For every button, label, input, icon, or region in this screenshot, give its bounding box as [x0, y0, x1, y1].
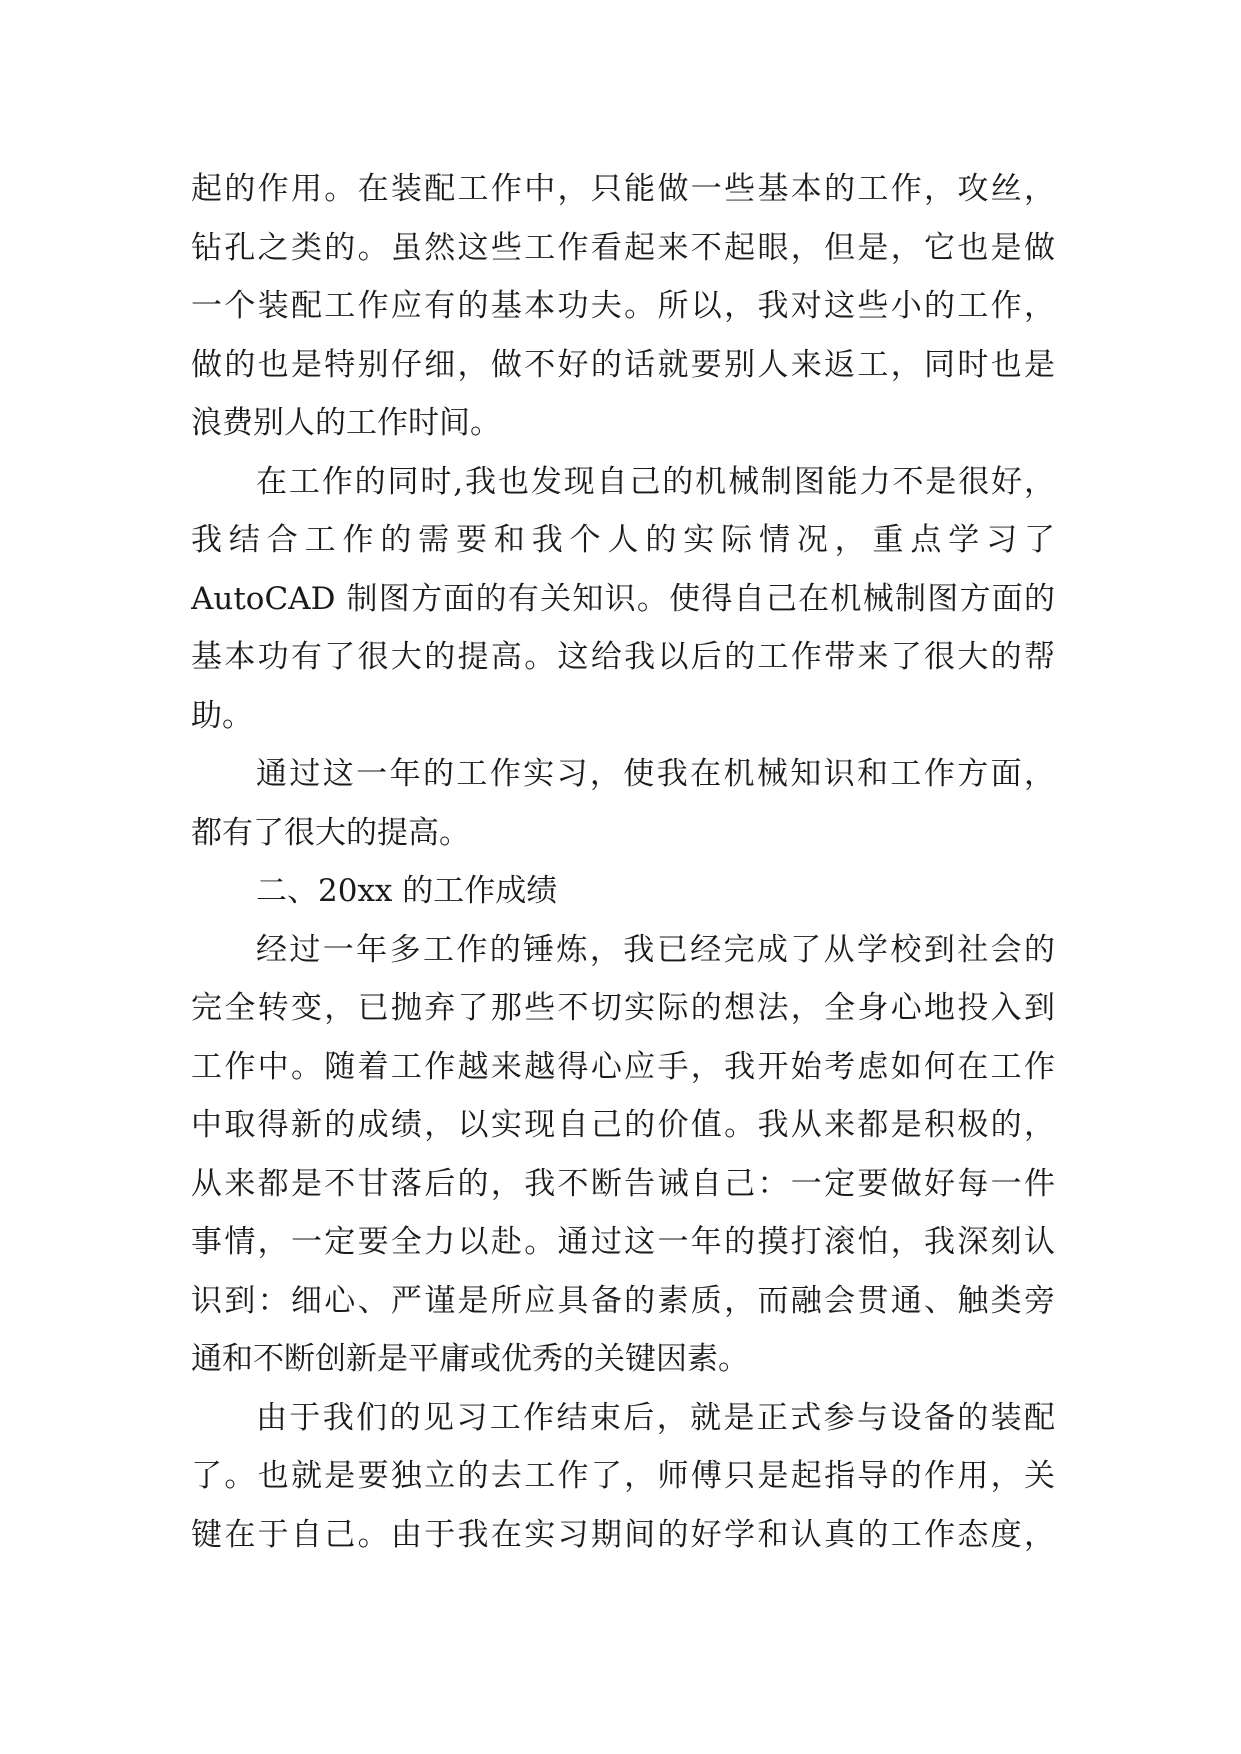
text-line: AutoCAD 制图方面的有关知识。使得自己在机械制图方面的 — [191, 580, 1055, 617]
text-line: 了。也就是要独立的去工作了，师傅只是起指导的作用，关 — [191, 1458, 1055, 1494]
paragraph-first-line: 在工作的同时,我也发现自己的机械制图能力不是很好， — [256, 463, 1055, 500]
document-body — [191, 160, 1055, 1564]
text-line: 我结合工作的需要和我个人的实际情况，重点学习了 — [191, 522, 1055, 558]
paragraph-first-line: 二、20xx 的工作成绩 — [256, 873, 558, 909]
text-line: 基本功有了很大的提高。这给我以后的工作带来了很大的帮 — [191, 639, 1055, 675]
text-line: 从来都是不甘落后的，我不断告诫自己：一定要做好每一件 — [191, 1165, 1055, 1202]
text-line: 都有了很大的提高。 — [191, 814, 470, 851]
text-line: 助。 — [191, 697, 253, 734]
text-line: 键在于自己。由于我在实习期间的好学和认真的工作态度， — [191, 1516, 1055, 1553]
paragraph-first-line: 通过这一年的工作实习，使我在机械知识和工作方面， — [256, 756, 1055, 792]
text-line: 钻孔之类的。虽然这些工作看起来不起眼，但是，它也是做 — [191, 229, 1055, 266]
text-line: 事情，一定要全力以赴。通过这一年的摸打滚怕，我深刻认 — [191, 1224, 1055, 1260]
text-line: 起的作用。在装配工作中，只能做一些基本的工作，攻丝， — [191, 171, 1055, 207]
text-line: 工作中。随着工作越来越得心应手，我开始考虑如何在工作 — [191, 1048, 1055, 1085]
paragraph-first-line: 经过一年多工作的锤炼，我已经完成了从学校到社会的 — [256, 931, 1055, 968]
text-line: 通和不断创新是平庸或优秀的关键因素。 — [191, 1341, 749, 1377]
paragraph-first-line: 由于我们的见习工作结束后，就是正式参与设备的装配 — [256, 1399, 1055, 1436]
text-line: 一个装配工作应有的基本功夫。所以，我对这些小的工作， — [191, 288, 1055, 324]
text-line: 做的也是特别仔细，做不好的话就要别人来返工，同时也是 — [191, 346, 1055, 383]
text-line: 中取得新的成绩，以实现自己的价值。我从来都是积极的， — [191, 1107, 1055, 1143]
text-line: 完全转变，已抛弃了那些不切实际的想法，全身心地投入到 — [191, 990, 1055, 1026]
text-line: 浪费别人的工作时间。 — [191, 405, 501, 441]
text-line: 识到：细心、严谨是所应具备的素质，而融会贯通、触类旁 — [191, 1282, 1055, 1319]
